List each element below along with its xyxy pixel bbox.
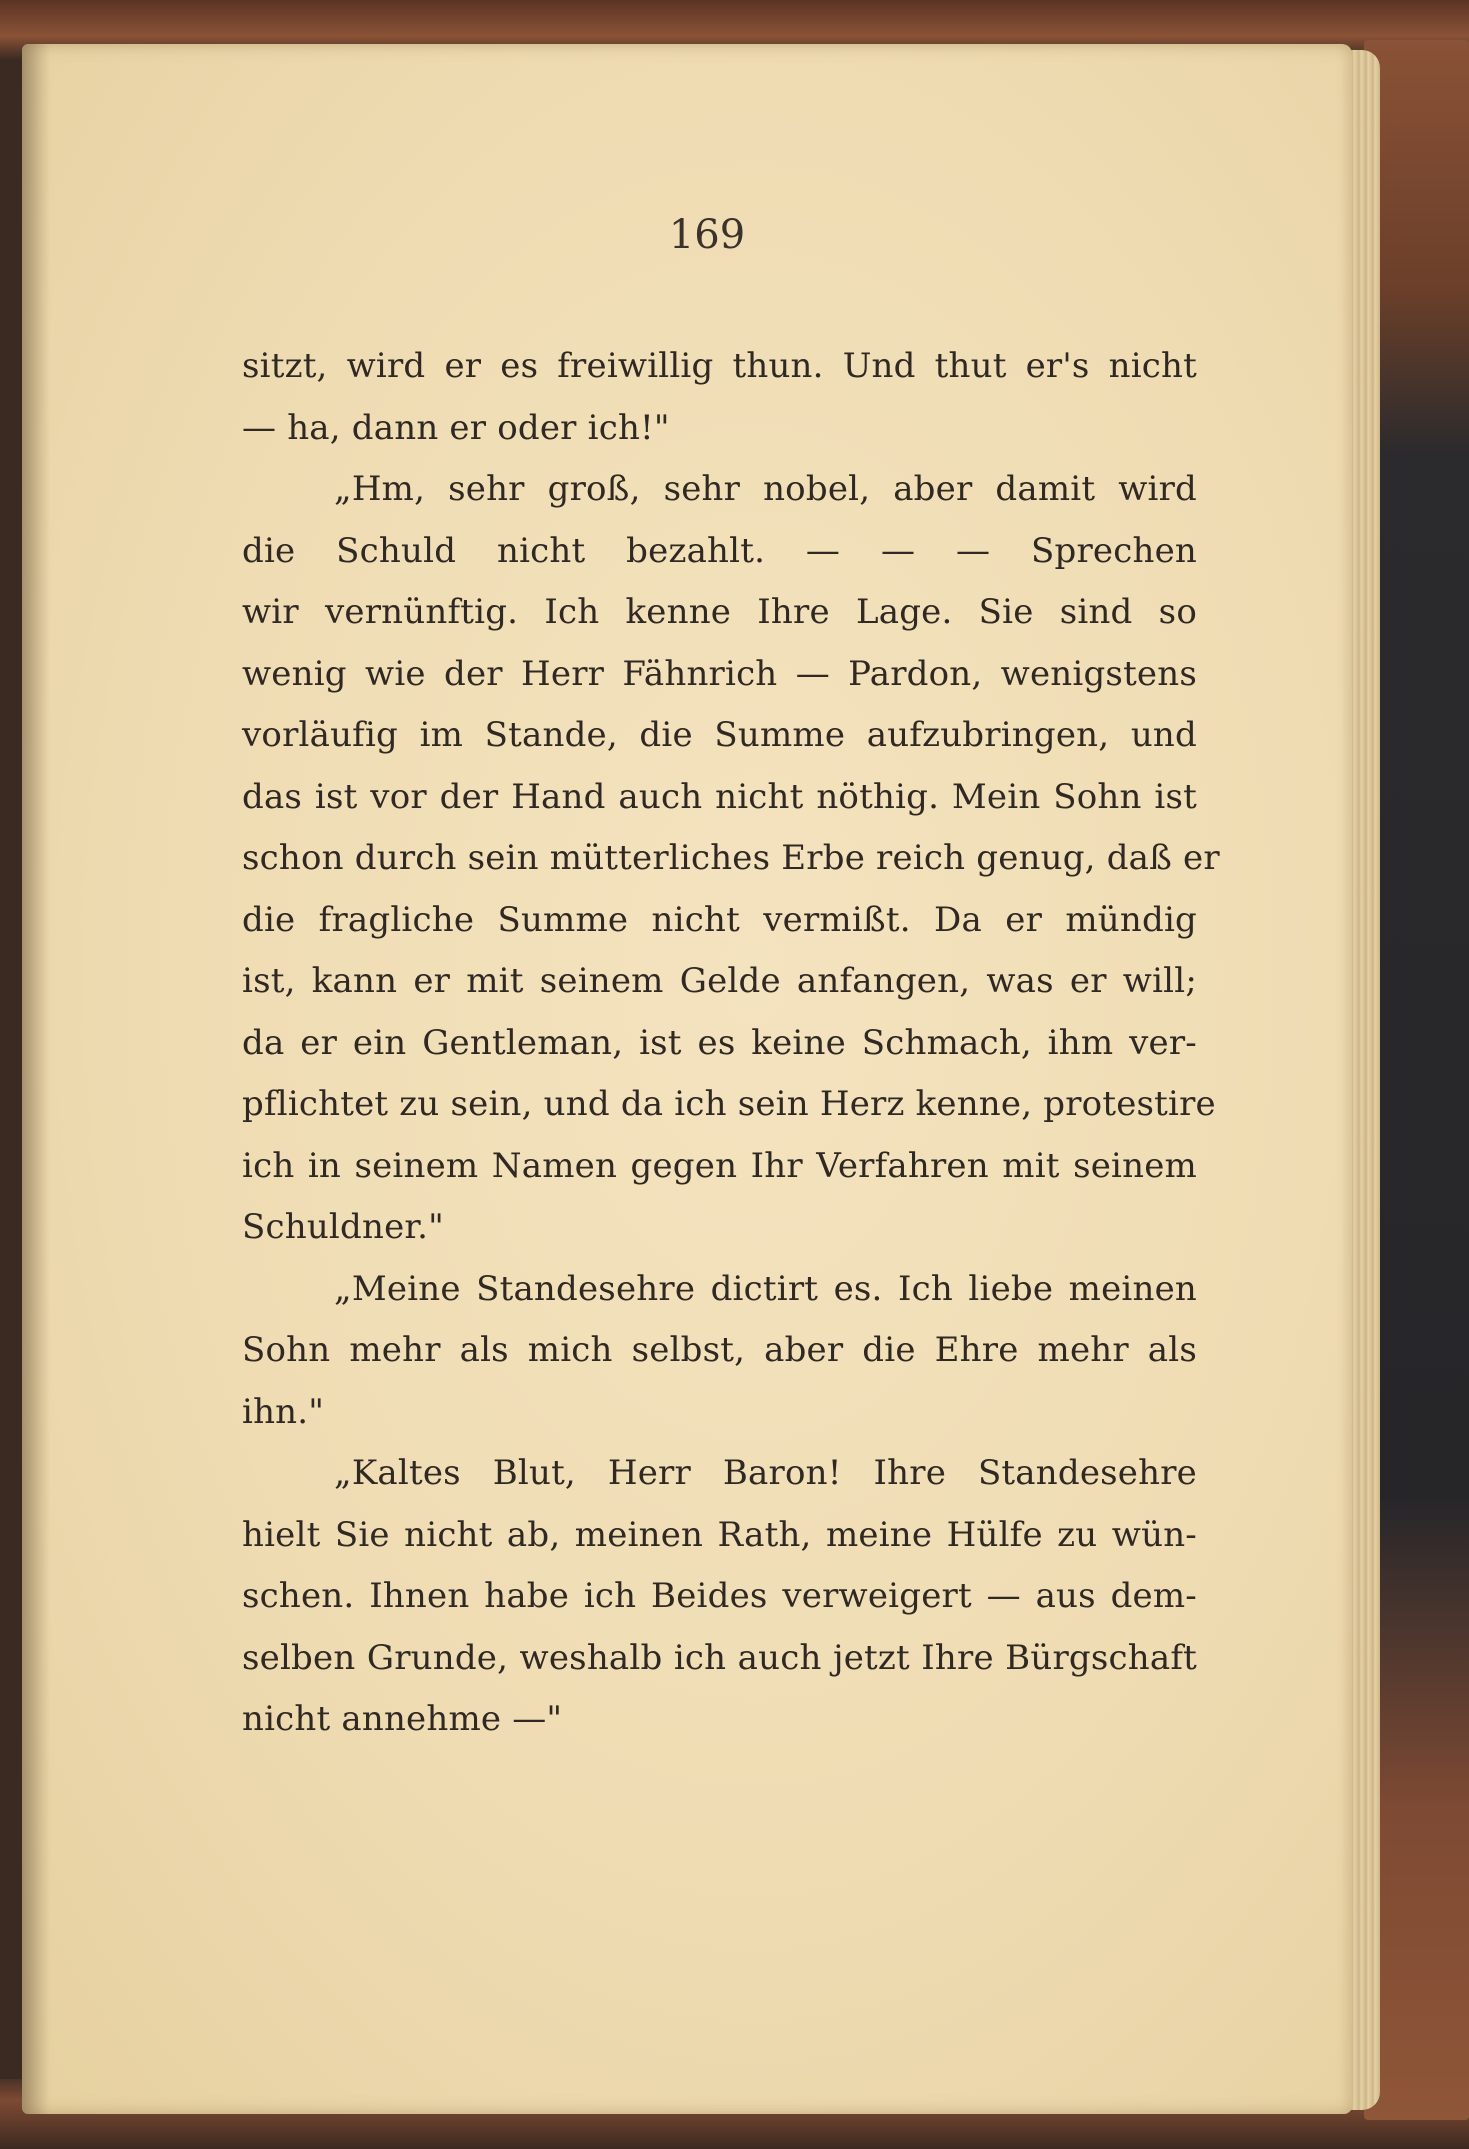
page-number: 169 [668, 212, 746, 258]
text-line: die fragliche Summe nicht vermißt. Da er mündig [242, 899, 1197, 940]
text-line: selben Grunde, weshalb ich auch jetzt Ihre Bürgschaft [242, 1637, 1197, 1678]
text-line: die Schuld nicht bezahlt. — — — Sprechen [242, 530, 1197, 571]
body-text [242, 336, 1220, 1751]
text-line: das ist vor der Hand auch nicht nöthig. Mein Sohn ist [242, 776, 1197, 817]
text-line: vorläufig im Stande, die Summe aufzubringen, und [242, 715, 1197, 755]
text-line: ist, kann er mit seinem Gelde anfangen, was er will; [242, 961, 1197, 1001]
text-line: wir vernünftig. Ich kenne Ihre Lage. Sie sind so [242, 592, 1197, 632]
text-line: hielt Sie nicht ab, meinen Rath, meine Hülfe zu wün- [242, 1514, 1197, 1555]
text-line: „Kaltes Blut, Herr Baron! Ihre Standesehre [334, 1453, 1197, 1493]
text-line: Schuldner." [242, 1207, 444, 1247]
text-line: nicht annehme —" [242, 1699, 563, 1739]
text-line: „Meine Standesehre dictirt es. Ich liebe meinen [334, 1268, 1197, 1309]
text-line: wenig wie der Herr Fähnrich — Pardon, wenigstens [242, 653, 1197, 694]
gutter-shadow [22, 44, 50, 2114]
text-line: schon durch sein mütterliches Erbe reich genug, daß er [242, 838, 1220, 878]
text-line: ihn." [242, 1391, 325, 1432]
book-page [22, 44, 1352, 2114]
text-line: „Hm, sehr groß, sehr nobel, aber damit wird [334, 469, 1197, 509]
text-line: pflichtet zu sein, und da ich sein Herz kenne, protestire [242, 1084, 1216, 1124]
text-line: sitzt, wird er es freiwillig thun. Und thut er's nicht [242, 346, 1197, 386]
text-line: schen. Ihnen habe ich Beides verweigert — aus dem- [242, 1576, 1197, 1616]
text-line: da er ein Gentleman, ist es keine Schmach, ihm ver- [242, 1022, 1197, 1063]
text-line: ich in seinem Namen gegen Ihr Verfahren mit seinem [242, 1145, 1197, 1186]
text-line: Sohn mehr als mich selbst, aber die Ehre mehr als [242, 1330, 1197, 1370]
text-line: — ha, dann er oder ich!" [242, 407, 670, 448]
